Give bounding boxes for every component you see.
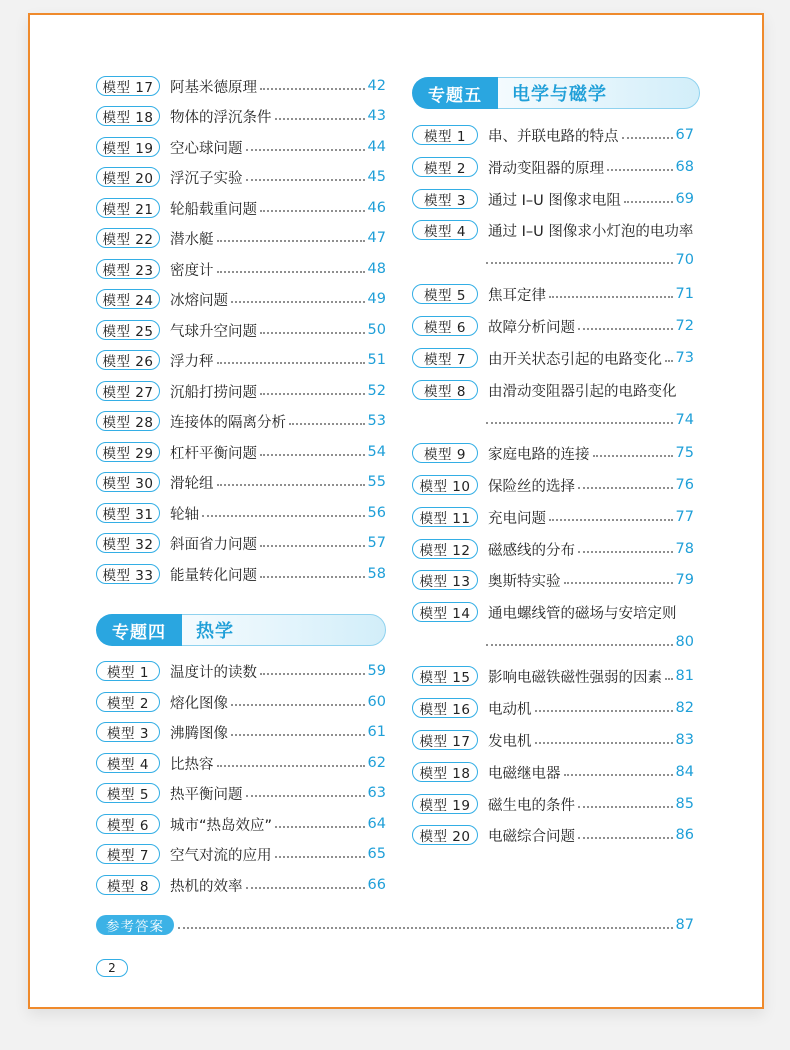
page-ref: 66 bbox=[367, 877, 386, 893]
page-ref: 60 bbox=[367, 694, 386, 710]
dot-leader bbox=[231, 692, 365, 706]
page-ref: 44 bbox=[367, 139, 386, 155]
page-ref: 68 bbox=[675, 159, 694, 175]
entry-title: 串、并联电路的特点 bbox=[488, 128, 619, 145]
toc-entry[interactable] bbox=[96, 721, 386, 743]
dot-leader bbox=[486, 632, 673, 646]
toc-entry[interactable] bbox=[96, 227, 386, 249]
model-label: 模型 4 bbox=[412, 220, 478, 240]
dot-leader bbox=[289, 411, 365, 425]
toc-entry[interactable] bbox=[96, 813, 386, 835]
section-name: 热学 bbox=[196, 621, 234, 642]
toc-entry[interactable] bbox=[96, 874, 386, 896]
page-ref: 52 bbox=[367, 383, 386, 399]
page-ref: 46 bbox=[367, 200, 386, 216]
entry-title: 物体的浮沉条件 bbox=[170, 109, 272, 126]
toc-entry[interactable] bbox=[96, 782, 386, 804]
entry-title: 潜水艇 bbox=[170, 231, 214, 248]
toc-entry[interactable] bbox=[412, 729, 694, 751]
dot-leader bbox=[260, 661, 365, 675]
dot-leader bbox=[624, 189, 673, 203]
dot-leader bbox=[622, 125, 673, 139]
toc-entry-continuation[interactable] bbox=[486, 631, 694, 653]
section-header-heat[interactable] bbox=[96, 614, 386, 646]
page-ref: 79 bbox=[675, 572, 694, 588]
model-label: 模型 31 bbox=[96, 503, 160, 523]
model-label: 模型 17 bbox=[412, 730, 478, 750]
page-ref: 74 bbox=[675, 412, 694, 428]
entry-title: 电动机 bbox=[488, 701, 532, 718]
page-ref: 47 bbox=[367, 230, 386, 246]
page-ref: 59 bbox=[367, 663, 386, 679]
toc-entry[interactable] bbox=[412, 538, 694, 560]
entry-title: 热机的效率 bbox=[170, 878, 243, 895]
entry-title: 电磁综合问题 bbox=[488, 828, 575, 845]
entry-title: 充电问题 bbox=[488, 510, 546, 527]
page-ref: 81 bbox=[675, 668, 694, 684]
model-label: 模型 11 bbox=[412, 507, 478, 527]
model-label: 模型 27 bbox=[96, 381, 160, 401]
toc-entry[interactable] bbox=[412, 347, 694, 369]
entry-title: 熔化图像 bbox=[170, 695, 228, 712]
dot-leader bbox=[578, 539, 673, 553]
toc-entry[interactable] bbox=[96, 75, 386, 97]
model-label: 模型 20 bbox=[96, 167, 160, 187]
dot-leader bbox=[578, 794, 673, 808]
model-label: 模型 1 bbox=[412, 125, 478, 145]
page-ref: 50 bbox=[367, 322, 386, 338]
entry-title: 通电螺线管的磁场与安培定则 bbox=[488, 605, 677, 622]
page-ref: 54 bbox=[367, 444, 386, 460]
model-label: 模型 33 bbox=[96, 564, 160, 584]
toc-entry[interactable] bbox=[412, 379, 694, 401]
toc-entry[interactable] bbox=[412, 188, 694, 210]
page-ref: 78 bbox=[675, 541, 694, 557]
toc-entry[interactable] bbox=[96, 563, 386, 585]
toc-entry[interactable] bbox=[96, 258, 386, 280]
dot-leader bbox=[260, 564, 365, 578]
entry-title: 由滑动变阻器引起的电路变化 bbox=[488, 383, 677, 400]
model-label: 模型 28 bbox=[96, 411, 160, 431]
model-label: 模型 4 bbox=[96, 753, 160, 773]
dot-leader bbox=[217, 228, 365, 242]
page-ref: 73 bbox=[675, 350, 694, 366]
entry-title: 沉船打捞问题 bbox=[170, 384, 257, 401]
dot-leader bbox=[578, 316, 673, 330]
dot-leader bbox=[260, 320, 365, 334]
dot-leader bbox=[486, 410, 673, 424]
toc-entry[interactable] bbox=[412, 665, 694, 687]
page-ref: 67 bbox=[675, 127, 694, 143]
model-label: 模型 23 bbox=[96, 259, 160, 279]
model-label: 模型 2 bbox=[96, 692, 160, 712]
page-ref: 83 bbox=[675, 732, 694, 748]
toc-entry[interactable] bbox=[96, 691, 386, 713]
entry-title: 密度计 bbox=[170, 262, 214, 279]
dot-leader bbox=[260, 442, 365, 456]
answers-label: 参考答案 bbox=[96, 915, 174, 935]
page-ref: 57 bbox=[367, 535, 386, 551]
model-label: 模型 19 bbox=[412, 794, 478, 814]
entry-title: 轮轴 bbox=[170, 506, 199, 523]
entry-title: 斜面省力问题 bbox=[170, 536, 257, 553]
model-label: 模型 30 bbox=[96, 472, 160, 492]
model-label: 模型 5 bbox=[96, 783, 160, 803]
entry-title: 热平衡问题 bbox=[170, 786, 243, 803]
toc-entry[interactable] bbox=[96, 166, 386, 188]
page-ref: 82 bbox=[675, 700, 694, 716]
dot-leader bbox=[246, 167, 365, 181]
page-ref: 42 bbox=[367, 78, 386, 94]
model-label: 模型 29 bbox=[96, 442, 160, 462]
dot-leader bbox=[535, 698, 673, 712]
dot-leader bbox=[549, 284, 673, 298]
entry-title: 空心球问题 bbox=[170, 140, 243, 157]
toc-entry[interactable] bbox=[412, 793, 694, 815]
entry-title: 磁生电的条件 bbox=[488, 797, 575, 814]
entry-title: 轮船载重问题 bbox=[170, 201, 257, 218]
model-label: 模型 7 bbox=[96, 844, 160, 864]
model-label: 模型 32 bbox=[96, 533, 160, 553]
dot-leader bbox=[607, 157, 673, 171]
model-label: 模型 6 bbox=[96, 814, 160, 834]
entry-title: 故障分析问题 bbox=[488, 319, 575, 336]
entry-title: 城市“热岛效应” bbox=[170, 817, 273, 834]
toc-entry[interactable] bbox=[412, 219, 694, 241]
model-label: 模型 22 bbox=[96, 228, 160, 248]
toc-entry[interactable] bbox=[412, 506, 694, 528]
dot-leader bbox=[260, 76, 365, 90]
toc-entry[interactable] bbox=[96, 380, 386, 402]
model-label: 模型 16 bbox=[412, 698, 478, 718]
dot-leader bbox=[231, 722, 365, 736]
toc-entry[interactable] bbox=[96, 532, 386, 554]
toc-entry[interactable] bbox=[96, 197, 386, 219]
dot-leader bbox=[217, 472, 365, 486]
page-ref: 49 bbox=[367, 291, 386, 307]
dot-leader bbox=[231, 289, 365, 303]
dot-leader bbox=[535, 730, 673, 744]
page-ref: 53 bbox=[367, 413, 386, 429]
page-number: 2 bbox=[96, 959, 128, 977]
entry-title: 连接体的隔离分析 bbox=[170, 414, 286, 431]
entry-title: 发电机 bbox=[488, 733, 532, 750]
dot-leader bbox=[275, 106, 365, 120]
entry-title: 焦耳定律 bbox=[488, 287, 546, 304]
model-label: 模型 17 bbox=[96, 76, 160, 96]
model-label: 模型 7 bbox=[412, 348, 478, 368]
page-ref: 84 bbox=[675, 764, 694, 780]
page-ref: 61 bbox=[367, 724, 386, 740]
model-label: 模型 10 bbox=[412, 475, 478, 495]
toc-entry[interactable] bbox=[96, 410, 386, 432]
dot-leader bbox=[564, 762, 673, 776]
entry-title: 影响电磁铁磁性强弱的因素 bbox=[488, 669, 662, 686]
toc-entry[interactable] bbox=[412, 569, 694, 591]
dot-leader bbox=[275, 814, 365, 828]
dot-leader bbox=[217, 350, 365, 364]
dot-leader bbox=[246, 783, 365, 797]
dot-leader bbox=[578, 825, 673, 839]
toc-entry[interactable] bbox=[96, 502, 386, 524]
dot-leader bbox=[246, 137, 365, 151]
model-label: 模型 8 bbox=[96, 875, 160, 895]
toc-entry[interactable] bbox=[412, 601, 694, 623]
entry-title: 奥斯特实验 bbox=[488, 573, 561, 590]
model-label: 模型 3 bbox=[96, 722, 160, 742]
model-label: 模型 21 bbox=[96, 198, 160, 218]
model-label: 模型 14 bbox=[412, 602, 478, 622]
section-tag: 专题四 bbox=[96, 614, 182, 646]
entry-title: 冰熔问题 bbox=[170, 292, 228, 309]
entry-title: 浮力秤 bbox=[170, 353, 214, 370]
page-ref: 45 bbox=[367, 169, 386, 185]
toc-page bbox=[28, 13, 764, 1009]
entry-title: 保险丝的选择 bbox=[488, 478, 575, 495]
toc-entry[interactable] bbox=[412, 824, 694, 846]
model-label: 模型 19 bbox=[96, 137, 160, 157]
dot-leader bbox=[593, 443, 673, 457]
model-label: 模型 13 bbox=[412, 570, 478, 590]
toc-entry[interactable] bbox=[96, 752, 386, 774]
toc-entry[interactable] bbox=[96, 843, 386, 865]
toc-entry[interactable] bbox=[96, 288, 386, 310]
page-ref: 86 bbox=[675, 827, 694, 843]
model-label: 模型 25 bbox=[96, 320, 160, 340]
toc-entry-continuation[interactable] bbox=[486, 249, 694, 271]
toc-entry[interactable] bbox=[412, 283, 694, 305]
entry-title: 滑轮组 bbox=[170, 475, 214, 492]
page-ref: 64 bbox=[367, 816, 386, 832]
entry-title: 空气对流的应用 bbox=[170, 847, 272, 864]
section-tag: 专题五 bbox=[412, 77, 498, 109]
model-label: 模型 3 bbox=[412, 189, 478, 209]
dot-leader bbox=[202, 503, 365, 517]
model-label: 模型 12 bbox=[412, 539, 478, 559]
dot-leader bbox=[217, 753, 365, 767]
model-label: 模型 24 bbox=[96, 289, 160, 309]
model-label: 模型 8 bbox=[412, 380, 478, 400]
entry-title: 磁感线的分布 bbox=[488, 542, 575, 559]
page-ref: 87 bbox=[675, 917, 694, 933]
toc-entry[interactable] bbox=[412, 315, 694, 337]
entry-title: 家庭电路的连接 bbox=[488, 446, 590, 463]
entry-title: 沸腾图像 bbox=[170, 725, 228, 742]
section-header-electricity[interactable] bbox=[412, 77, 700, 109]
entry-title: 温度计的读数 bbox=[170, 664, 257, 681]
entry-title: 由开关状态引起的电路变化 bbox=[488, 351, 662, 368]
dot-leader bbox=[260, 533, 365, 547]
page-ref: 62 bbox=[367, 755, 386, 771]
toc-entry[interactable] bbox=[96, 349, 386, 371]
page-ref: 72 bbox=[675, 318, 694, 334]
dot-leader bbox=[275, 844, 365, 858]
model-label: 模型 5 bbox=[412, 284, 478, 304]
toc-entry[interactable] bbox=[412, 442, 694, 464]
toc-entry[interactable] bbox=[96, 471, 386, 493]
entry-title: 比热容 bbox=[170, 756, 214, 773]
page-ref: 69 bbox=[675, 191, 694, 207]
model-label: 模型 18 bbox=[96, 106, 160, 126]
entry-title: 通过 I–U 图像求小灯泡的电功率 bbox=[488, 223, 694, 240]
toc-entry[interactable] bbox=[412, 124, 694, 146]
dot-leader bbox=[564, 570, 673, 584]
entry-title: 电磁继电器 bbox=[488, 765, 561, 782]
entry-title: 通过 I–U 图像求电阻 bbox=[488, 192, 621, 209]
page-ref: 80 bbox=[675, 634, 694, 650]
model-label: 模型 2 bbox=[412, 157, 478, 177]
dot-leader bbox=[665, 666, 673, 680]
dot-leader bbox=[549, 507, 673, 521]
entry-title: 浮沉子实验 bbox=[170, 170, 243, 187]
entry-title: 阿基米德原理 bbox=[170, 79, 257, 96]
dot-leader bbox=[246, 875, 365, 889]
model-label: 模型 20 bbox=[412, 825, 478, 845]
toc-entry[interactable] bbox=[96, 319, 386, 341]
model-label: 模型 1 bbox=[96, 661, 160, 681]
toc-entry-continuation[interactable] bbox=[486, 409, 694, 431]
page-ref: 55 bbox=[367, 474, 386, 490]
toc-entry[interactable] bbox=[96, 136, 386, 158]
entry-title: 气球升空问题 bbox=[170, 323, 257, 340]
page-ref: 85 bbox=[675, 796, 694, 812]
model-label: 模型 26 bbox=[96, 350, 160, 370]
page-ref: 51 bbox=[367, 352, 386, 368]
dot-leader bbox=[486, 250, 673, 264]
toc-entry[interactable] bbox=[412, 474, 694, 496]
dot-leader bbox=[578, 475, 673, 489]
dot-leader bbox=[260, 198, 365, 212]
entry-title: 能量转化问题 bbox=[170, 567, 257, 584]
page-ref: 71 bbox=[675, 286, 694, 302]
page-ref: 63 bbox=[367, 785, 386, 801]
model-label: 模型 9 bbox=[412, 443, 478, 463]
page-ref: 75 bbox=[675, 445, 694, 461]
page-ref: 58 bbox=[367, 566, 386, 582]
page-ref: 43 bbox=[367, 108, 386, 124]
model-label: 模型 18 bbox=[412, 762, 478, 782]
toc-entry[interactable] bbox=[96, 660, 386, 682]
page-ref: 48 bbox=[367, 261, 386, 277]
dot-leader bbox=[665, 348, 673, 362]
page-ref: 70 bbox=[675, 252, 694, 268]
toc-entry[interactable] bbox=[96, 105, 386, 127]
model-label: 模型 6 bbox=[412, 316, 478, 336]
toc-entry[interactable] bbox=[412, 697, 694, 719]
page-ref: 76 bbox=[675, 477, 694, 493]
toc-entry[interactable] bbox=[412, 156, 694, 178]
entry-title: 滑动变阻器的原理 bbox=[488, 160, 604, 177]
page-ref: 65 bbox=[367, 846, 386, 862]
model-label: 模型 15 bbox=[412, 666, 478, 686]
section-name: 电学与磁学 bbox=[512, 84, 607, 105]
toc-entry[interactable] bbox=[96, 441, 386, 463]
dot-leader bbox=[260, 381, 365, 395]
dot-leader bbox=[178, 915, 673, 929]
page-ref: 77 bbox=[675, 509, 694, 525]
toc-entry[interactable] bbox=[412, 761, 694, 783]
answers-entry[interactable] bbox=[96, 914, 694, 936]
entry-title: 杠杆平衡问题 bbox=[170, 445, 257, 462]
dot-leader bbox=[217, 259, 365, 273]
page-ref: 56 bbox=[367, 505, 386, 521]
